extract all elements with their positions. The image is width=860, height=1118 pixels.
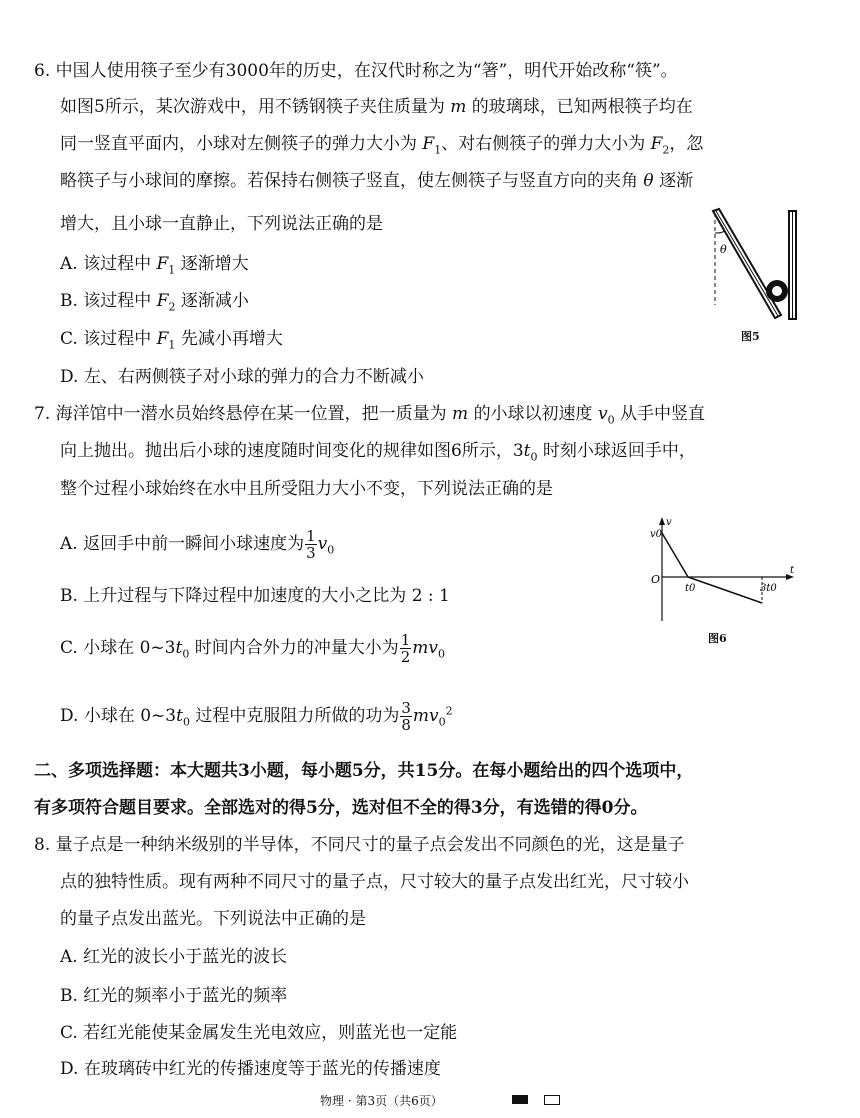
theta-label: θ [720, 243, 727, 256]
q7-option-c: C. 小球在 $0\sim 3t_0$ 时间内合外力的冲量大小为 $\frac{1}{2}$ $mv_0$ [60, 631, 446, 666]
section-2-heading-line-1: 二、多项选择题：本大题共3小题，每小题5分，共15分。在每小题给出的四个选项中， [34, 761, 694, 781]
ascent-line [662, 533, 688, 577]
q8-line-3: 的量子点发出蓝光。下列说法中正确的是 [60, 909, 366, 929]
q6-option-c: C. 该过程中 $F_1$ 先减小再增大 [60, 329, 283, 352]
q6-line-2: 如图5所示，某次游戏中，用不锈钢筷子夹住质量为 m 的玻璃球，已知两根筷子均在 [60, 97, 693, 117]
figure-6-caption: 图6 [708, 632, 727, 645]
q6-line-3: 同一竖直平面内，小球对左侧筷子的弹力大小为 $F_1$、对右侧筷子的弹力大小为 $F_2$，忽 [60, 134, 704, 157]
q6-option-a: A. 该过程中 $F_1$ 逐渐增大 [60, 254, 249, 277]
q6-line-1: 6. 中国人使用筷子至少有3000年的历史，在汉代时称之为“箸”，明代开始改称“筷”。 [34, 61, 678, 81]
hollow-square-icon [544, 1095, 560, 1105]
q7-line-3: 整个过程小球始终在水中且所受阻力大小不变，下列说法正确的是 [60, 479, 553, 499]
q7-option-b: B. 上升过程与下降过程中加速度的大小之比为 2 : 1 [60, 586, 450, 606]
figure-6-velocity-time-graph [646, 515, 798, 625]
q8-line-2: 点的独特性质。现有两种不同尺寸的量子点，尺寸较大的量子点发出红光，尺寸较小 [60, 872, 689, 892]
filled-square-icon [512, 1095, 528, 1104]
glass-ball-highlight [772, 286, 782, 296]
v-axis-arrow [659, 517, 665, 525]
descent-line [688, 577, 762, 603]
section-2-heading-line-2: 有多项符合题目要求。全部选对的得5分，选对但不全的得3分，有选错的得0分。 [34, 798, 648, 818]
q8-option-b: B. 红光的频率小于蓝光的频率 [60, 986, 288, 1006]
q6-option-b: B. 该过程中 $F_2$ 逐渐减小 [60, 291, 249, 314]
q8-option-a: A. 红光的波长小于蓝光的波长 [60, 947, 288, 967]
theta-arc [715, 231, 725, 233]
v-axis-label: v [666, 517, 672, 528]
figure-5-chopsticks-diagram [705, 205, 805, 325]
v0-label: v0 [650, 529, 663, 540]
footer-page-label: 物理 · 第3页（共6页） [320, 1094, 443, 1108]
q7-line-1: 7. 海洋馆中一潜水员始终悬停在某一位置，把一质量为 m 的小球以初速度 $v_0$ 从手中竖直 [34, 404, 705, 427]
q6-line-5: 增大，且小球一直静止，下列说法正确的是 [60, 214, 383, 234]
q6-option-d: D. 左、右两侧筷子对小球的弹力的合力不断减小 [60, 367, 424, 387]
q8-line-1: 8. 量子点是一种纳米级别的半导体，不同尺寸的量子点会发出不同颜色的光，这是量子 [34, 835, 685, 855]
origin-label: O [651, 573, 661, 586]
q7-line-2: 向上抛出。抛出后小球的速度随时间变化的规律如图6所示，$3t_0$ 时刻小球返回手中， [60, 441, 696, 464]
3t0-label: 3t0 [760, 583, 777, 594]
t0-label: t0 [685, 583, 696, 594]
q7-option-d: D. 小球在 $0\sim 3t_0$ 过程中克服阻力所做的功为 $\frac{3}{8}$ $mv_0^2$ [60, 699, 453, 734]
q6-line-4: 略筷子与小球间的摩擦。若保持右侧筷子竖直，使左侧筷子与竖直方向的夹角 θ 逐渐 [60, 171, 694, 191]
q7-option-a: A. 返回手中前一瞬间小球速度为 $\frac{1}{3}$ $v_0$ [60, 527, 335, 562]
t-axis-label: t [790, 565, 795, 576]
q8-option-c: C. 若红光能使某金属发生光电效应，则蓝光也一定能 [60, 1023, 458, 1043]
q8-option-d: D. 在玻璃砖中红光的传播速度等于蓝光的传播速度 [60, 1059, 441, 1079]
left-chopstick-inner-line [716, 211, 778, 316]
figure-5-caption: 图5 [741, 330, 760, 343]
